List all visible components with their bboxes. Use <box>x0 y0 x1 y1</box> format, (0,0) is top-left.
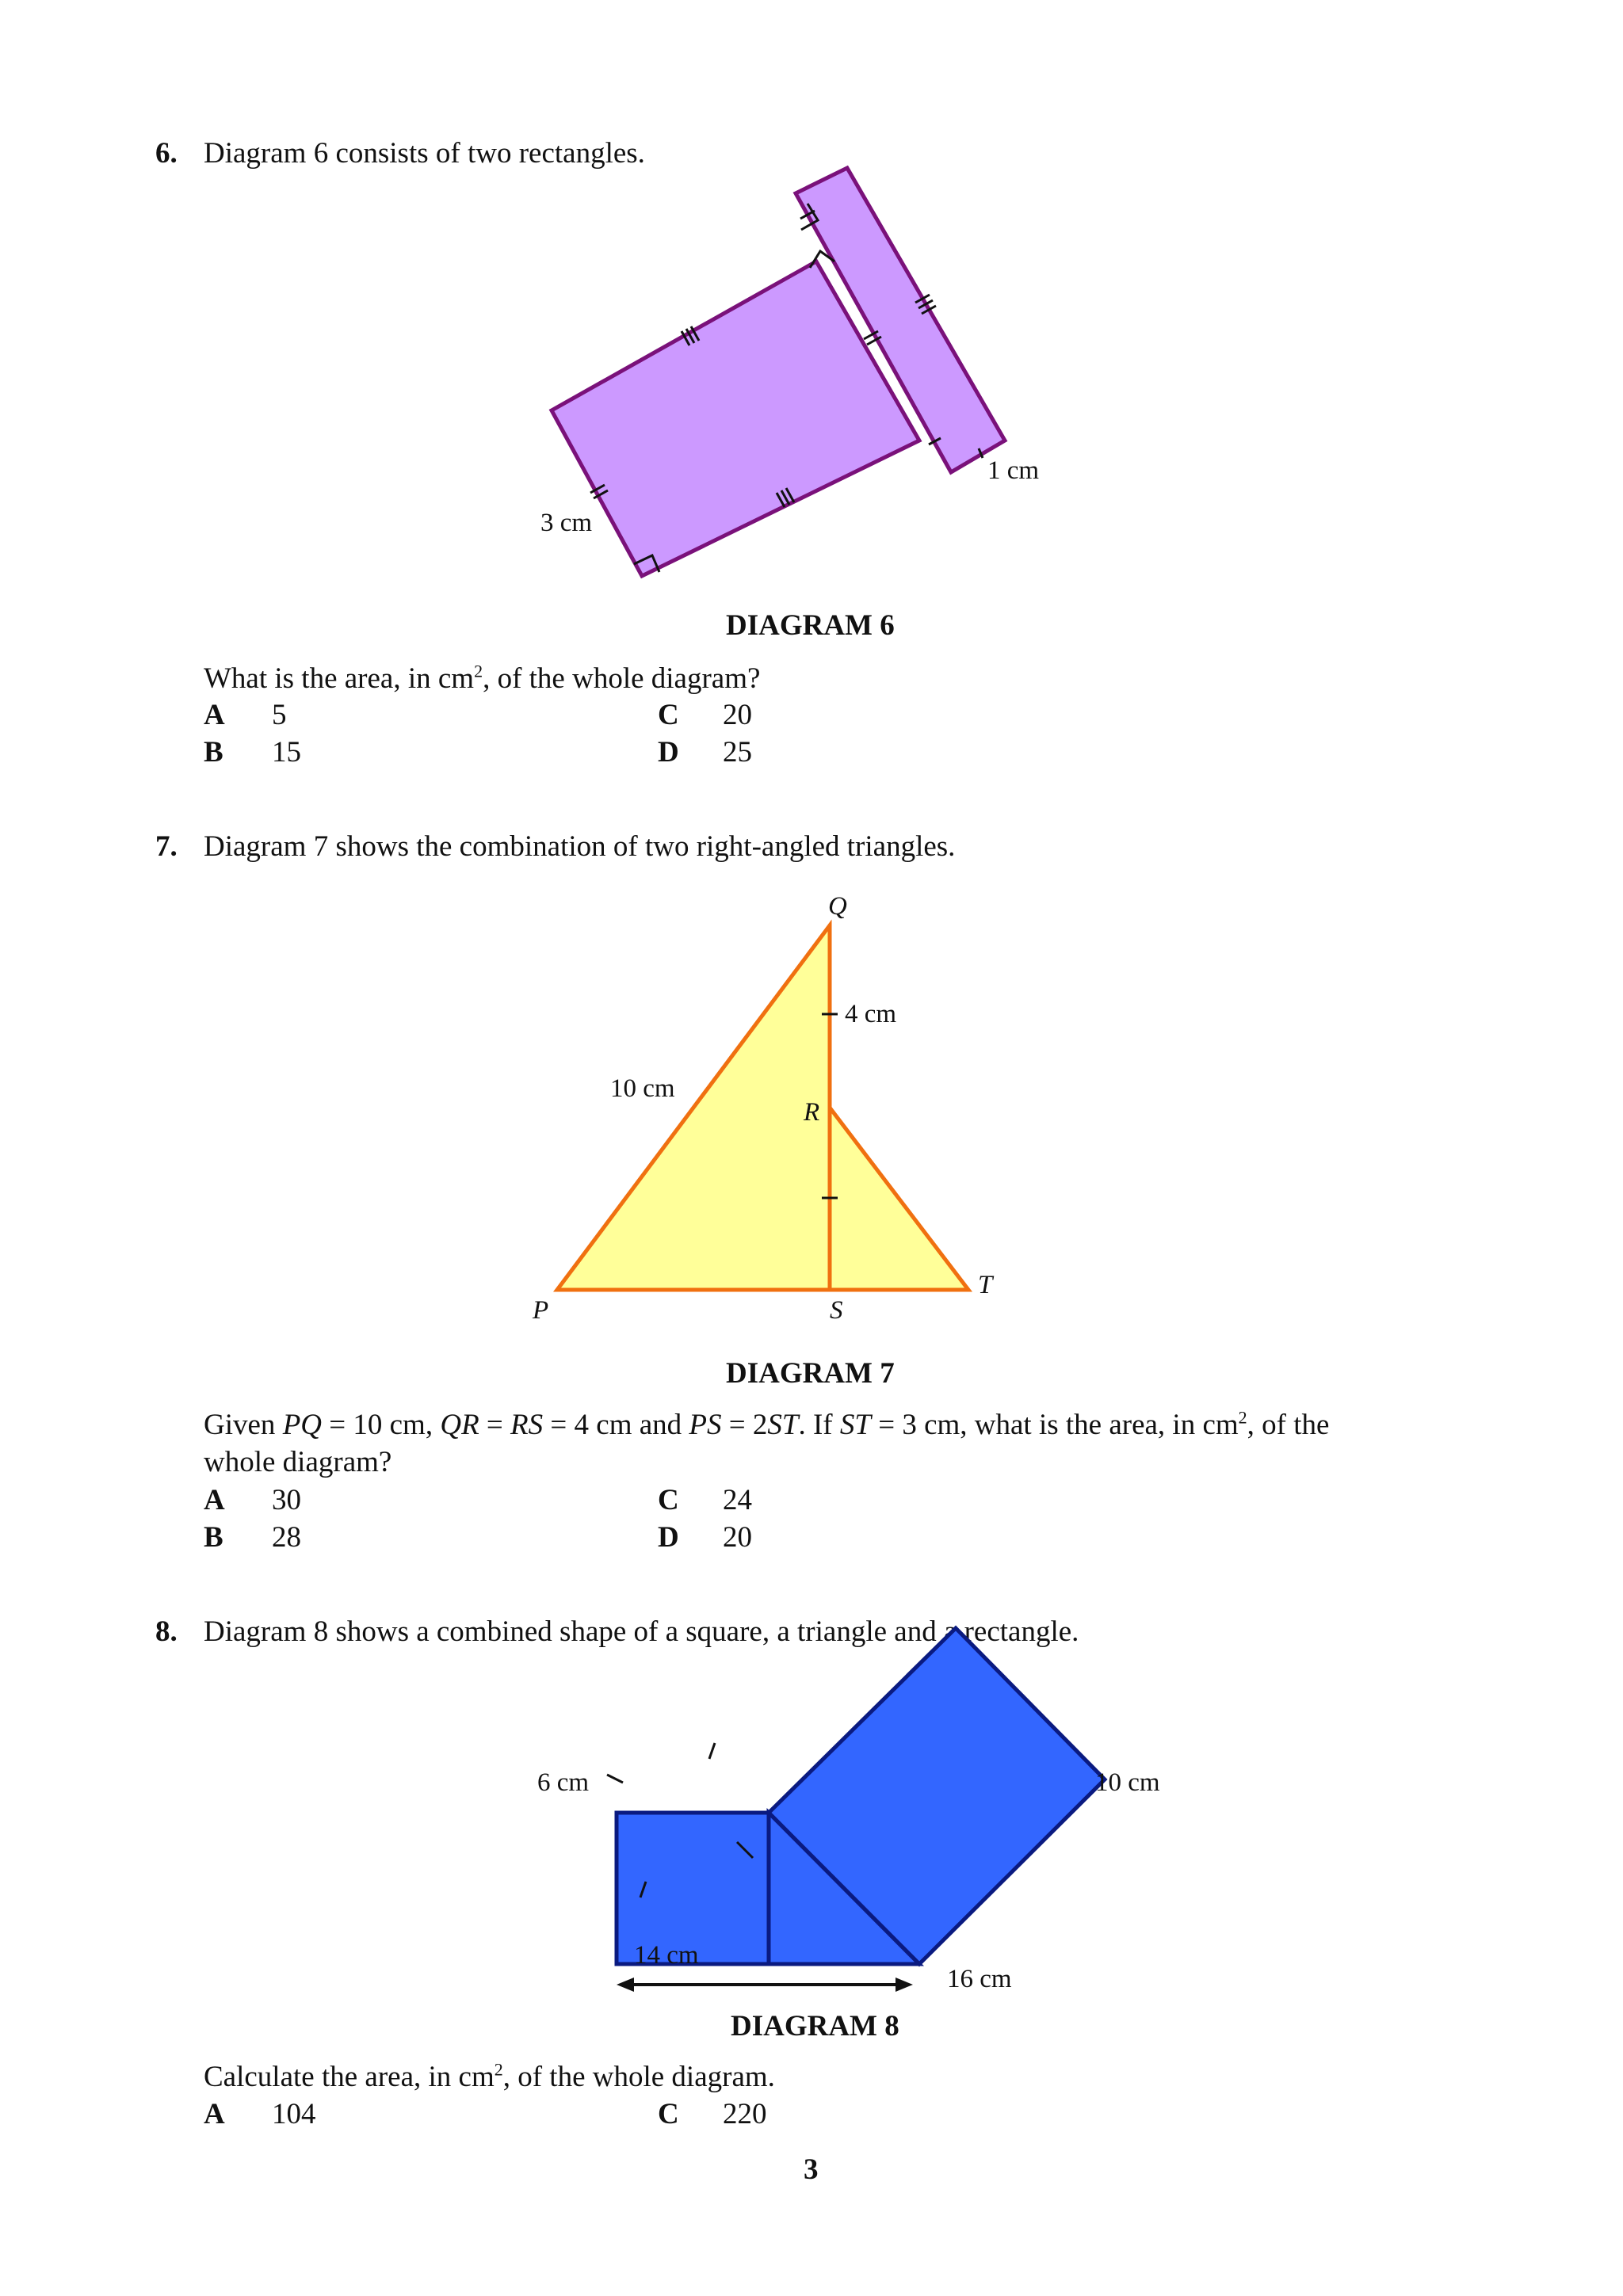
diagram-6-caption: DIAGRAM 6 <box>726 609 895 642</box>
point-q: Q <box>828 892 847 921</box>
q6-option-c-value: 20 <box>723 699 752 731</box>
point-r: R <box>804 1098 820 1127</box>
q8-option-c-value: 220 <box>723 2098 767 2130</box>
q8-question: Calculate the area, in $cm^2$, of the whole diagram. <box>204 2059 775 2093</box>
label-1cm: 1 cm <box>987 456 1040 485</box>
q6-option-d-value: 25 <box>723 736 752 769</box>
page-number: 3 <box>804 2153 819 2186</box>
q7-given-line2: whole diagram? <box>204 1446 392 1478</box>
label-14cm: 14 cm <box>634 1941 699 1970</box>
label-3cm: 3 cm <box>540 509 593 537</box>
q8-number: 8. <box>155 1615 178 1648</box>
q8-stem: Diagram 8 shows a combined shape of a square, a triangle and a rectangle. <box>204 1615 1079 1648</box>
q6-question: What is the area, in $cm^2$, of the whole diagram? <box>204 661 761 695</box>
q7-option-a-letter: A <box>204 1484 225 1516</box>
q8-option-c-letter: C <box>658 2098 679 2130</box>
point-t: T <box>978 1271 993 1299</box>
q6-option-d-letter: D <box>658 736 679 769</box>
q7-option-b-value: 28 <box>272 1521 301 1554</box>
q6-number: 6. <box>155 137 178 170</box>
label-16cm: 16 cm <box>947 1965 1012 1993</box>
point-s: S <box>830 1296 843 1325</box>
q7-option-a-value: 30 <box>272 1484 301 1516</box>
q8-option-a-value: 104 <box>272 2098 316 2130</box>
q6-option-a-letter: A <box>204 699 225 731</box>
label-10cm: 10 cm <box>610 1074 675 1103</box>
q6-option-b-value: 15 <box>272 736 301 769</box>
diagram-8-caption: DIAGRAM 8 <box>731 2010 899 2042</box>
label-4cm: 4 cm <box>845 1000 897 1028</box>
q8-option-a-letter: A <box>204 2098 225 2130</box>
q6-stem: Diagram 6 consists of two rectangles. <box>204 137 645 170</box>
label-6cm: 6 cm <box>537 1768 590 1797</box>
q7-option-c-value: 24 <box>723 1484 752 1516</box>
q7-option-d-letter: D <box>658 1521 679 1554</box>
q7-option-d-value: 20 <box>723 1521 752 1554</box>
q7-option-b-letter: B <box>204 1521 223 1554</box>
label-10cm: 10 cm <box>1095 1768 1160 1797</box>
q6-option-c-letter: C <box>658 699 679 731</box>
q7-option-c-letter: C <box>658 1484 679 1516</box>
q6-option-a-value: 5 <box>272 699 287 731</box>
q7-number: 7. <box>155 830 178 863</box>
q7-stem: Diagram 7 shows the combination of two right-angled triangles. <box>204 830 956 863</box>
point-p: P <box>533 1296 549 1325</box>
q7-given: Given PQ = 10 cm, QR = RS = 4 cm and PS = 2ST. If ST = 3 cm, what is the area, in $cm^2$, of the <box>204 1407 1330 1441</box>
q6-option-b-letter: B <box>204 736 223 769</box>
diagram-7-caption: DIAGRAM 7 <box>726 1357 895 1390</box>
